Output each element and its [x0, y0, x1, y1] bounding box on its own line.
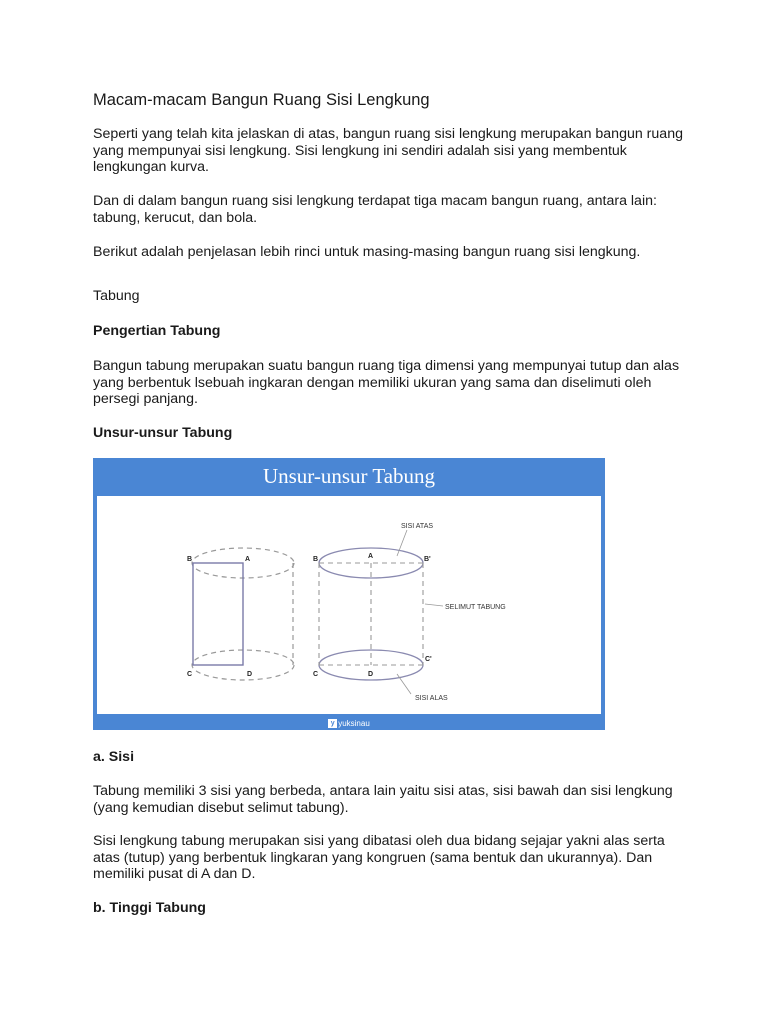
paragraph-sisi-2: Sisi lengkung tabung merupakan sisi yang dibatasi oleh dua bidang sejajar yakni alas serta atas (tutup) yang berbentuk lingkaran yang kongruen (sama bentuk dan ukurannya). Dan memiliki pusat di A dan D. [93, 833, 665, 883]
section-heading-tabung: Tabung [93, 288, 140, 304]
cylinder-diagram [97, 496, 601, 714]
leader-selimut [425, 604, 443, 606]
point-d: D [247, 671, 253, 678]
point-c2: C [313, 671, 319, 678]
heading-tinggi: b. Tinggi Tabung [93, 900, 206, 916]
heading-unsur: Unsur-unsur Tabung [93, 425, 233, 441]
point-b2: B [313, 556, 319, 563]
point-c2-prime: C' [425, 656, 432, 663]
figure-diagram [97, 496, 601, 714]
figure-title: Unsur-unsur Tabung [262, 464, 436, 488]
point-b2-prime: B' [424, 556, 431, 563]
yuksinau-logo-icon: y [328, 719, 337, 728]
figure-unsur-tabung [93, 458, 605, 730]
paragraph-intro: Seperti yang telah kita jelaskan di atas, bangun ruang sisi lengkung merupakan bangun ruang yang mempunyai sisi lengkung. Sisi lengkung ini sendiri adalah sisi yang membentuk lengkungan kurva. [93, 126, 683, 176]
paragraph-types: Dan di dalam bangun ruang sisi lengkung terdapat tiga macam bangun ruang, antara lain: tabung, kerucut, dan bola. [93, 193, 657, 226]
page-title: Macam-macam Bangun Ruang Sisi Lengkung [93, 91, 430, 109]
label-sisi-alas: SISI ALAS [415, 695, 448, 702]
heading-pengertian: Pengertian Tabung [93, 323, 221, 339]
paragraph-pengertian: Bangun tabung merupakan suatu bangun ruang tiga dimensi yang mempunyai tutup dan alas yang berbentuk lsebuah ingkaran dengan memiliki ukuran yang sama dan diselimuti oleh persegi panjang. [93, 358, 680, 408]
paragraph-sisi-1: Tabung memiliki 3 sisi yang berbeda, antara lain yaitu sisi atas, sisi bawah dan sisi lengkung (yang kemudian disebut selimut tabung). [93, 783, 673, 816]
point-c: C [187, 671, 193, 678]
heading-sisi: a. Sisi [93, 749, 135, 765]
point-a: A [245, 556, 251, 563]
paragraph-explanation: Berikut adalah penjelasan lebih rinci untuk masing-masing bangun ruang sisi lengkung. [93, 244, 641, 260]
credit-text: yuksinau [338, 718, 370, 728]
label-selimut-tabung: SELIMUT TABUNG [445, 604, 506, 611]
point-b: B [187, 556, 193, 563]
figure-credit [93, 719, 605, 728]
point-d2: D [368, 671, 374, 678]
label-sisi-atas: SISI ATAS [401, 523, 434, 530]
point-a2: A [368, 553, 374, 560]
